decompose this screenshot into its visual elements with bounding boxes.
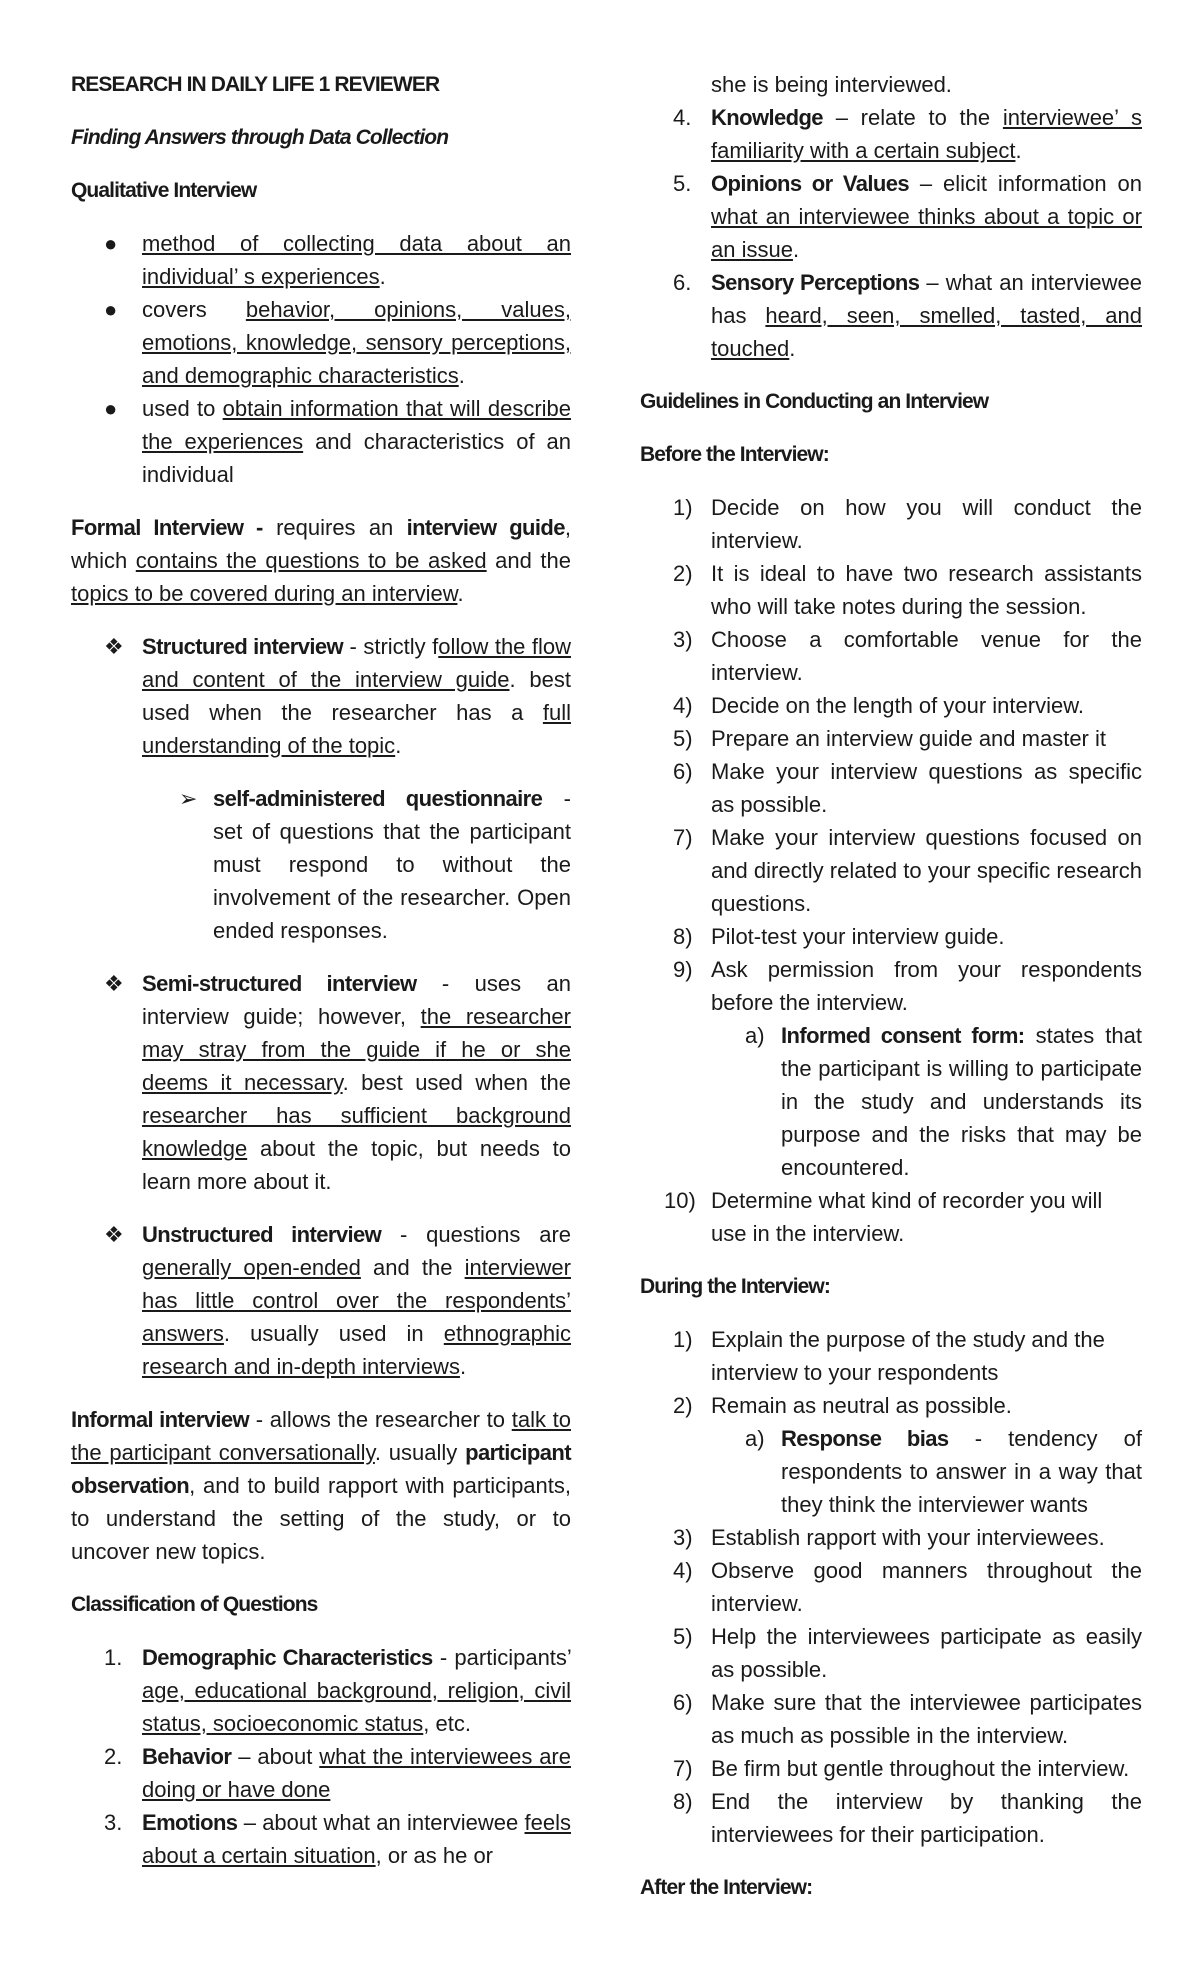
list-number: 7) xyxy=(673,825,693,850)
list-letter: a) xyxy=(745,1426,765,1451)
before-item-text: Pilot-test your interview guide. xyxy=(711,924,1005,949)
structured-underline-2: ollow the flow and content of the interview guide xyxy=(142,634,571,692)
before-item-text: Ask permission from your respondents before the interview. xyxy=(711,957,1142,1015)
during-item-text: End the interview by thanking the interviewees for their participation. xyxy=(711,1789,1142,1847)
q1-tail: , etc. xyxy=(423,1711,471,1736)
before-item-text: Prepare an interview guide and master it xyxy=(711,726,1106,751)
question-type-2 xyxy=(71,1740,571,1806)
informal-text-1: - allows the researcher to xyxy=(249,1407,512,1432)
list-number: 5) xyxy=(673,726,693,751)
formal-text-7: . xyxy=(457,581,464,606)
consent-text: states that the participant is willing to participate in the study and understands its purpose and the risks that may be encountered. xyxy=(781,1023,1142,1180)
diamond-bullet-icon: ❖ xyxy=(104,971,124,996)
qualitative-b2-lead: covers xyxy=(142,297,246,322)
right-column xyxy=(640,68,1142,1904)
q5-text: – elicit information on xyxy=(908,171,1143,196)
bullet-icon: ● xyxy=(104,396,118,421)
during-item-2 xyxy=(640,1389,1142,1422)
before-item xyxy=(640,491,1142,557)
classification-heading: Classification of Questions xyxy=(71,1593,318,1616)
semi-structured-item xyxy=(71,967,571,1198)
formal-interview-label: Formal Interview - xyxy=(71,515,263,540)
informed-consent-item xyxy=(640,1019,1142,1184)
unstructured-text-3: and the xyxy=(360,1255,465,1280)
structured-text-1: - strictly f xyxy=(343,634,439,659)
q1-underline: age, educational background, religion, civil status, socioeconomic status xyxy=(142,1678,571,1736)
informal-text-5: , and to build rapport with participants, to understand the setting of the study, or to uncover new topics. xyxy=(71,1473,571,1564)
selfadmin-label: self-administered questionnaire xyxy=(213,786,543,811)
during-item-text: Establish rapport with your interviewees. xyxy=(711,1525,1105,1550)
formal-text-5: and the xyxy=(486,548,572,573)
formal-text-3: , which xyxy=(71,515,571,573)
formal-text-1: requires an xyxy=(262,515,407,540)
during-item-text: Be firm but gentle throughout the interview. xyxy=(711,1756,1130,1781)
during-2-text: Remain as neutral as possible. xyxy=(711,1393,1012,1418)
during-item xyxy=(640,1785,1142,1851)
q6-label: Sensory Perceptions xyxy=(711,270,920,295)
guidelines-heading: Guidelines in Conducting an Interview xyxy=(640,390,989,413)
qualitative-bullet-1 xyxy=(71,227,571,293)
question-type-6 xyxy=(640,266,1142,365)
list-number: 4) xyxy=(673,1558,693,1583)
before-item-10 xyxy=(640,1184,1142,1250)
q6-tail: . xyxy=(789,336,796,361)
after-interview-heading: After the Interview: xyxy=(640,1876,813,1899)
informal-bold-4: participant observation xyxy=(71,1440,571,1498)
list-number: 6. xyxy=(673,270,692,295)
selfadmin-text: - set of questions that the participant must respond to without the involvement of the researcher. Open ended responses. xyxy=(213,786,571,943)
list-number: 5) xyxy=(673,1624,693,1649)
during-item xyxy=(640,1620,1142,1686)
list-number: 8) xyxy=(673,1789,693,1814)
q4-tail: . xyxy=(1015,138,1022,163)
list-number: 3) xyxy=(673,627,693,652)
q4-label: Knowledge xyxy=(711,105,823,130)
list-number: 9) xyxy=(673,957,693,982)
q5-label: Opinions or Values xyxy=(711,171,909,196)
question-type-3 xyxy=(71,1806,571,1872)
self-administered-item xyxy=(71,782,571,947)
informal-underline-2: talk to the participant conversationally xyxy=(71,1407,571,1465)
left-column xyxy=(71,68,571,1872)
q6-underline: heard, seen, smelled, tasted, and touched xyxy=(711,303,1142,361)
informal-interview-paragraph xyxy=(71,1403,571,1568)
unstructured-label: Unstructured interview xyxy=(142,1222,382,1247)
q1-label: Demographic Characteristics xyxy=(142,1645,433,1670)
unstructured-text-5: . usually used in xyxy=(223,1321,444,1346)
list-number: 4. xyxy=(673,105,692,130)
informal-text-3: . usually xyxy=(374,1440,466,1465)
structured-text-3: . best used when the researcher has a xyxy=(142,667,571,725)
unstructured-text-1: - questions are xyxy=(381,1222,572,1247)
during-item xyxy=(640,1686,1142,1752)
list-number: 2) xyxy=(673,561,693,586)
q3-tail: , or as he or xyxy=(375,1843,493,1868)
qualitative-b2-tail: . xyxy=(458,363,465,388)
qualitative-b3-underlined: obtain information that will describe the experiences xyxy=(142,396,572,454)
during-1-text: Explain the purpose of the study and the interview to your respondents xyxy=(711,1327,1105,1385)
q6-text: – what an interviewee has xyxy=(711,270,1142,328)
page-title: RESEARCH IN DAILY LIFE 1 REVIEWER xyxy=(71,73,440,96)
before-interview-heading: Before the Interview: xyxy=(640,443,829,466)
formal-underline-4: contains the questions to be asked xyxy=(135,548,487,573)
q4-underline: interviewee’ s familiarity with a certain subject xyxy=(711,105,1142,163)
q4-text: – relate to the xyxy=(822,105,1003,130)
before-item-text: Choose a comfortable venue for the interview. xyxy=(711,627,1142,685)
qualitative-b3-lead: used to xyxy=(142,396,223,421)
formal-interview-paragraph xyxy=(71,511,571,610)
before-item xyxy=(640,755,1142,821)
before-item xyxy=(640,821,1142,920)
diamond-bullet-icon: ❖ xyxy=(104,634,124,659)
during-interview-heading: During the Interview: xyxy=(640,1275,830,1298)
arrow-bullet-icon: ➢ xyxy=(179,786,198,811)
list-number: 1) xyxy=(673,1327,693,1352)
during-item-1 xyxy=(640,1323,1142,1389)
q3-underline: feels about a certain situation xyxy=(142,1810,571,1868)
during-item-text: Make sure that the interviewee participates as much as possible in the interview. xyxy=(711,1690,1142,1748)
q3-text: – about what an interviewee xyxy=(237,1810,525,1835)
before-item-text: Decide on the length of your interview. xyxy=(711,693,1085,718)
list-number: 10) xyxy=(664,1188,696,1213)
qualitative-b1-tail: . xyxy=(379,264,386,289)
semi-text-3: . best used when the xyxy=(342,1070,571,1095)
unstructured-underline-4: interviewer has little control over the respondents’ answers xyxy=(142,1255,571,1346)
structured-text-5: . xyxy=(395,733,402,758)
semi-underline-2: the researcher may stray from the guide if he or she deems it necessary xyxy=(142,1004,571,1095)
during-item xyxy=(640,1521,1142,1554)
during-item-text: Help the interviewees participate as easily as possible. xyxy=(711,1624,1142,1682)
before-item-text: Make your interview questions focused on and directly related to your specific research questions. xyxy=(711,825,1142,916)
list-number: 5. xyxy=(673,171,692,196)
semi-underline-4: researcher has sufficient background knowledge xyxy=(142,1103,571,1161)
list-number: 3) xyxy=(673,1525,693,1550)
qualitative-b3-tail: and characteristics of an individual xyxy=(142,429,571,487)
consent-label: Informed consent form: xyxy=(781,1023,1025,1048)
informal-label: Informal interview xyxy=(71,1407,250,1432)
qualitative-bullet-2 xyxy=(71,293,571,392)
page-subtitle: Finding Answers through Data Collection xyxy=(71,126,449,149)
bias-text: - tendency of respondents to answer in a way that they think the interviewer wants xyxy=(781,1426,1142,1517)
qualitative-b1-underlined: method of collecting data about an individual’ s experiences xyxy=(142,231,571,289)
before-item xyxy=(640,557,1142,623)
q5-tail: . xyxy=(792,237,800,262)
qualitative-bullet-3 xyxy=(71,392,571,491)
unstructured-text-7: . xyxy=(459,1354,467,1379)
before-item xyxy=(640,623,1142,689)
bullet-icon: ● xyxy=(104,297,118,322)
during-item xyxy=(640,1752,1142,1785)
during-item xyxy=(640,1554,1142,1620)
qualitative-heading: Qualitative Interview xyxy=(71,179,257,202)
bullet-icon: ● xyxy=(104,231,118,256)
during-item-text: Observe good manners throughout the interview. xyxy=(711,1558,1142,1616)
question-type-5 xyxy=(640,167,1142,266)
list-letter: a) xyxy=(745,1023,765,1048)
during-interview-list xyxy=(640,1521,1142,1851)
response-bias-item xyxy=(640,1422,1142,1521)
unstructured-underline-6: ethnographic research and in-depth interviews xyxy=(142,1321,571,1379)
before-item-text: It is ideal to have two research assistants who will take notes during the session. xyxy=(711,561,1142,619)
before-item xyxy=(640,953,1142,1019)
q1-text: - participants’ xyxy=(432,1645,571,1670)
list-number: 6) xyxy=(673,1690,693,1715)
unstructured-underline-2: generally open-ended xyxy=(142,1255,361,1280)
formal-bold-2: interview guide xyxy=(406,515,565,540)
bias-label: Response bias xyxy=(781,1426,949,1451)
list-number: 8) xyxy=(673,924,693,949)
list-number: 3. xyxy=(104,1810,123,1835)
list-number: 1) xyxy=(673,495,693,520)
before-item xyxy=(640,689,1142,722)
q5-underline: what an interviewee thinks about a topic or an issue xyxy=(711,204,1142,262)
before-item xyxy=(640,722,1142,755)
list-number: 2) xyxy=(673,1393,693,1418)
q3-label: Emotions xyxy=(142,1810,238,1835)
before-item xyxy=(640,920,1142,953)
list-number: 6) xyxy=(673,759,693,784)
list-number: 2. xyxy=(104,1744,123,1769)
list-number: 1. xyxy=(104,1645,123,1670)
before-10-text: Determine what kind of recorder you will use in the interview. xyxy=(711,1188,1103,1246)
structured-label: Structured interview xyxy=(142,634,344,659)
before-interview-list xyxy=(640,491,1142,1019)
structured-interview-item xyxy=(71,630,571,762)
q2-label: Behavior xyxy=(142,1744,232,1769)
unstructured-item xyxy=(71,1218,571,1383)
q2-underline: what the interviewees are doing or have done xyxy=(142,1744,571,1802)
semi-text-5: about the topic, but needs to learn more about it. xyxy=(142,1136,571,1194)
list-number: 7) xyxy=(673,1756,693,1781)
before-item-text: Decide on how you will conduct the interview. xyxy=(711,495,1142,553)
q3-continuation: she is being interviewed. xyxy=(711,72,952,97)
question-type-3-continued xyxy=(640,68,1142,101)
semi-text-1: - uses an interview guide; however, xyxy=(142,971,571,1029)
structured-underline-4: full understanding of the topic xyxy=(142,700,571,758)
qualitative-b2-underlined: behavior, opinions, values, emotions, knowledge, sensory perceptions, and demographic characteristics xyxy=(142,297,571,388)
q2-text: – about xyxy=(231,1744,320,1769)
question-type-4 xyxy=(640,101,1142,167)
diamond-bullet-icon: ❖ xyxy=(104,1222,124,1247)
formal-underline-6: topics to be covered during an interview xyxy=(71,581,458,606)
semi-label: Semi-structured interview xyxy=(142,971,417,996)
before-item-text: Make your interview questions as specific as possible. xyxy=(711,759,1142,817)
question-type-1 xyxy=(71,1641,571,1740)
list-number: 4) xyxy=(673,693,693,718)
